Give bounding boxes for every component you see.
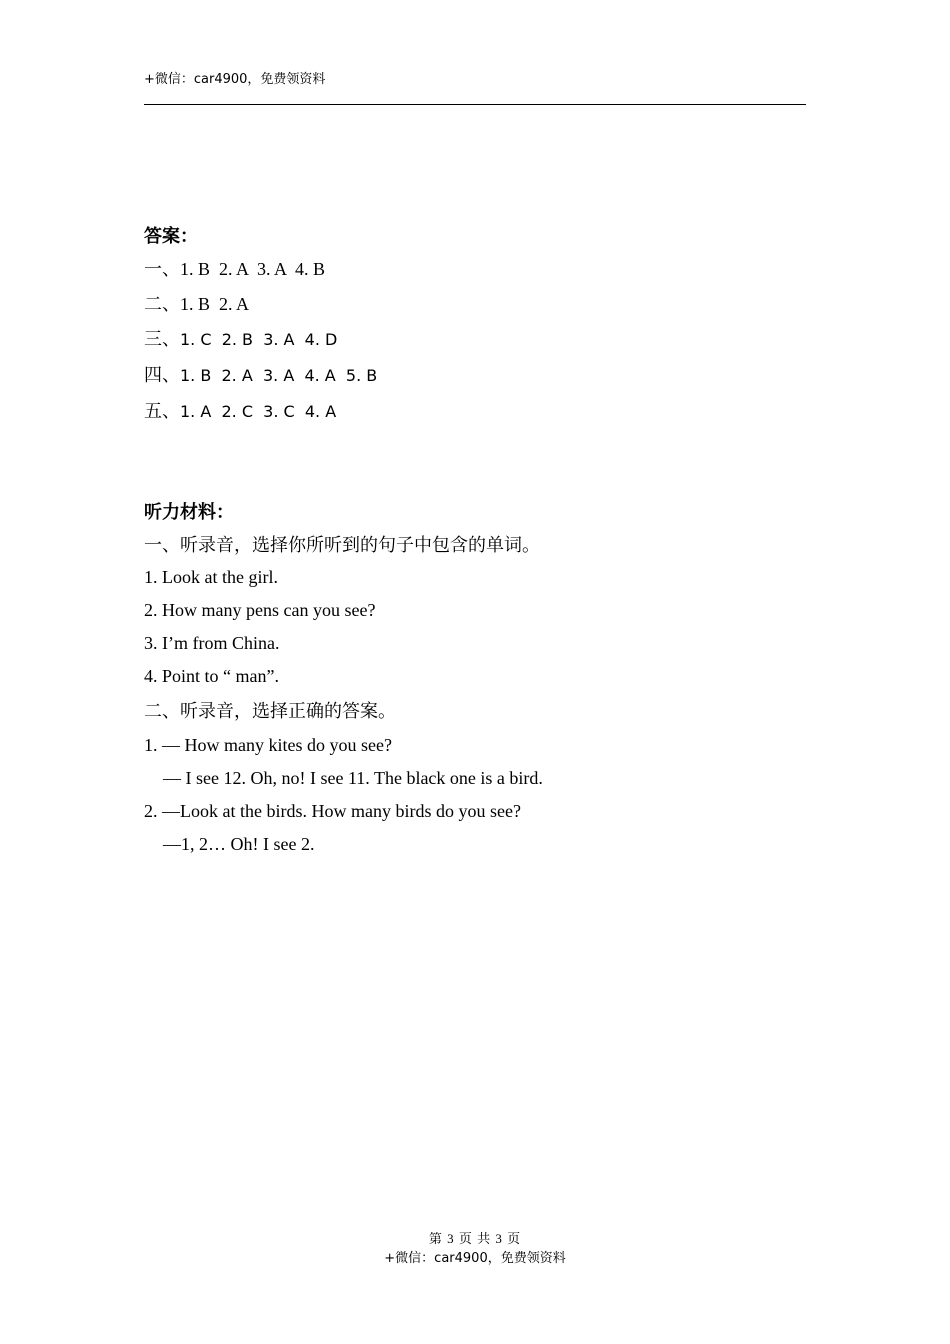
transcript-line: 4. Point to “ man”. [144,666,279,686]
transcript-line: —1, 2… Oh! I see 2. [163,834,315,854]
section-2-heading: 二、听录音，选择正确的答案。 [144,701,396,721]
transcript-line: 1. — How many kites do you see? [144,735,392,755]
answer-row [144,400,336,423]
answer-row-text: 1. B 2. A 3. A 4. A 5. B [180,366,378,385]
page-number: 第 3 页 共 3 页 [428,1231,522,1246]
transcript-line: 1. Look at the girl. [144,567,278,587]
answer-row-text: 1. A 2. C 3. C 4. A [180,402,337,421]
listening-title: 听力材料： [144,502,234,522]
footer-watermark-text: +微信：car4900，免费领资料 [384,1251,566,1266]
answer-row [144,364,377,387]
answer-row-prefix: 三、 [144,329,180,349]
transcript-line: 2. —Look at the birds. How many birds do you see? [144,801,521,821]
answer-row-prefix: 五、 [144,401,180,421]
answer-row-text: 1. B 2. A [180,294,250,314]
answer-row-text: 1. B 2. A 3. A 4. B [180,259,326,279]
header-watermark-text: +微信：car4900，免费领资料 [144,72,326,87]
answer-row-text: 1. C 2. B 3. A 4. D [180,330,338,349]
header-divider [144,104,806,105]
answer-row [144,328,337,351]
answer-row [144,258,325,280]
transcript-line: — I see 12. Oh, no! I see 11. The black one is a bird. [163,768,543,788]
answer-row-prefix: 二、 [144,294,180,314]
answers-title: 答案： [144,226,198,246]
answer-row-prefix: 四、 [144,365,180,385]
answer-row [144,293,249,315]
transcript-line: 3. I’m from China. [144,633,280,653]
answer-row-prefix: 一、 [144,259,180,279]
section-1-heading: 一、听录音，选择你所听到的句子中包含的单词。 [144,535,540,555]
transcript-line: 2. How many pens can you see? [144,600,376,620]
